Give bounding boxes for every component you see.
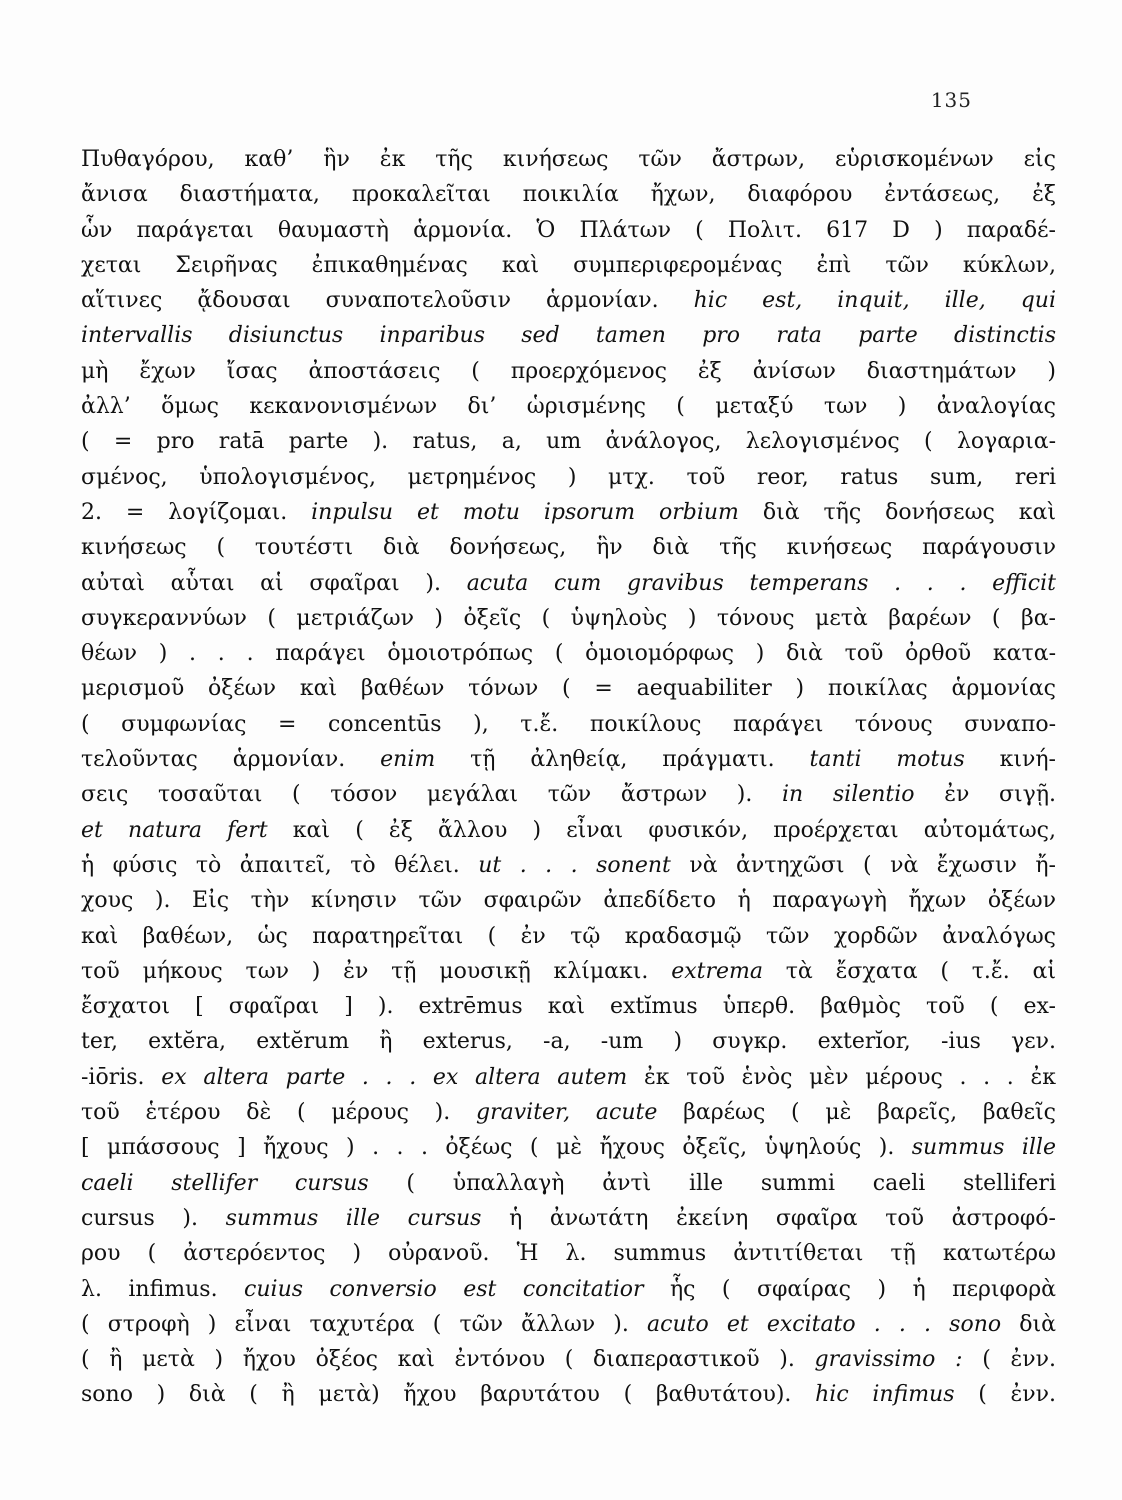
text-segment: συγκεραννύων ( μετριάζων ) ὀξεῖς ( ὑψηλοὺς ) τόνους μετὰ βαρέων ( βα- — [81, 605, 1056, 631]
text-line — [81, 248, 1056, 283]
latin-lemma: intervallis disiunctus inparibus sed tamen pro rata parte distinctis — [81, 323, 1056, 349]
text-segment: ἔσχατοι [ σφαῖραι ] ). extrēmus καὶ extĭmus ὑπερθ. βαθμὸς τοῦ ( ex- — [81, 994, 1056, 1020]
text-line — [81, 777, 1056, 812]
text-segment: αὐταὶ αὗται αἱ σφαῖραι ). — [81, 570, 467, 596]
text-line — [81, 142, 1056, 177]
text-line — [81, 389, 1056, 424]
text-line — [81, 1201, 1056, 1236]
text-segment: ter, extĕra, extĕrum ἢ exterus, -a, -um ) συγκρ. exterĭor, -ius γεν. — [81, 1029, 1056, 1055]
text-line — [81, 177, 1056, 212]
text-line — [81, 354, 1056, 389]
text-line — [81, 813, 1056, 848]
text-line — [81, 283, 1056, 318]
text-line — [81, 954, 1056, 989]
latin-lemma: summus ille — [911, 1135, 1056, 1161]
text-segment: ὧν παράγεται θαυμαστὴ ἁρμονία. Ὁ Πλάτων ( Πολιτ. 617 D ) παραδέ- — [81, 217, 1056, 243]
latin-lemma: caeli stellifer cursus — [81, 1170, 369, 1196]
latin-lemma: enim — [380, 747, 436, 773]
text-line — [81, 1272, 1056, 1307]
text-segment: τῇ ἀληθείᾳ, πράγματι. — [435, 747, 810, 773]
latin-lemma: summus ille cursus — [225, 1205, 482, 1231]
text-line — [81, 1095, 1056, 1130]
text-line — [81, 919, 1056, 954]
text-segment: τὰ ἔσχατα ( τ.ἔ. αἱ — [762, 958, 1056, 984]
text-segment: σμένος, ὑπολογισμένος, μετρημένος ) μτχ. τοῦ reor, ratus sum, reri — [81, 464, 1056, 490]
latin-lemma: gravissimo : — [814, 1347, 963, 1373]
latin-lemma: tanti motus — [809, 747, 965, 773]
text-segment: ( στροφὴ ) εἶναι ταχυτέρα ( τῶν ἄλλων ). — [81, 1311, 647, 1337]
latin-lemma: acuta cum gravibus temperans . . . efficit — [466, 570, 1056, 596]
text-segment: λ. infimus. — [81, 1276, 245, 1302]
text-segment: ( ἐνν. — [954, 1382, 1056, 1408]
text-segment: καὶ ( ἐξ ἄλλου ) εἶναι φυσικόν, προέρχεται αὐτομάτως, — [267, 817, 1056, 843]
latin-lemma: hic infimus — [815, 1382, 955, 1408]
text-segment: ἡ ἀνωτάτη ἐκείνη σφαῖρα τοῦ ἀστροφό- — [481, 1205, 1056, 1231]
text-line — [81, 1307, 1056, 1342]
latin-lemma: extrema — [671, 958, 763, 984]
text-line — [81, 530, 1056, 565]
text-line — [81, 1130, 1056, 1165]
text-line — [81, 1024, 1056, 1059]
text-segment: διὰ — [1001, 1311, 1056, 1337]
text-segment: ἄνισα διαστήματα, προκαλεῖται ποικιλία ἤχων, διαφόρου ἐντάσεως, ἐξ — [81, 182, 1056, 208]
text-segment: sono ) διὰ ( ἢ μετὰ) ἤχου βαρυτάτου ( βαθυτάτου). — [81, 1382, 816, 1408]
latin-lemma: ut . . . sonent — [478, 852, 671, 878]
text-segment: 2. = λογίζομαι. — [81, 499, 312, 525]
text-segment: τοῦ ἑτέρου δὲ ( μέρους ). — [81, 1100, 477, 1126]
text-segment: διὰ τῆς δονήσεως καὶ — [738, 499, 1056, 525]
text-segment: κινήσεως ( τουτέστι διὰ δονήσεως, ἣν διὰ τῆς κινήσεως παράγουσιν — [81, 535, 1056, 561]
text-line — [81, 1166, 1056, 1201]
text-segment: βαρέως ( μὲ βαρεῖς, βαθεῖς — [657, 1100, 1056, 1126]
text-segment: ( συμφωνίας = concentūs ), τ.ἔ. ποικίλους παράγει τόνους συναπο- — [81, 711, 1056, 737]
latin-lemma: cuius conversio est concitatior — [244, 1276, 644, 1302]
commentary-text — [81, 142, 1056, 1413]
latin-lemma: et natura fert — [81, 817, 268, 843]
text-segment: [ μπάσσους ] ἤχους ) . . . ὀξέως ( μὲ ἤχους ὀξεῖς, ὑψηλούς ). — [81, 1135, 912, 1161]
text-segment: -iōris. — [81, 1064, 162, 1090]
text-line — [81, 742, 1056, 777]
text-line — [81, 883, 1056, 918]
text-segment: κινή- — [964, 747, 1056, 773]
text-segment: χεται Σειρῆνας ἐπικαθημένας καὶ συμπεριφερομένας ἐπὶ τῶν κύκλων, — [81, 252, 1056, 278]
latin-lemma: acuto et excitato . . . sono — [647, 1311, 1002, 1337]
text-segment: τελοῦντας ἁρμονίαν. — [81, 747, 381, 773]
page-number: 135 — [930, 88, 972, 112]
text-line — [81, 601, 1056, 636]
text-line — [81, 424, 1056, 459]
text-segment: ἡ φύσις τὸ ἀπαιτεῖ, τὸ θέλει. — [81, 852, 479, 878]
text-segment: αἵτινες ᾄδουσαι συναποτελοῦσιν ἁρμονίαν. — [81, 288, 694, 314]
text-line — [81, 1377, 1056, 1412]
text-line — [81, 460, 1056, 495]
latin-lemma: ex altera parte . . . ex altera autem — [161, 1064, 628, 1090]
text-segment: ( = pro ratā parte ). ratus, a, um ἀνάλογος, λελογισμένος ( λογαρια- — [81, 429, 1056, 455]
latin-lemma: inpulsu et motu ipsorum orbium — [311, 499, 739, 525]
text-line — [81, 707, 1056, 742]
text-line — [81, 318, 1056, 353]
text-segment: μὴ ἔχων ἴσας ἀποστάσεις ( προερχόμενος ἐξ ἀνίσων διαστημάτων ) — [81, 358, 1056, 384]
text-segment: καὶ βαθέων, ὡς παρατηρεῖται ( ἐν τῷ κραδασμῷ τῶν χορδῶν ἀναλόγως — [81, 923, 1056, 949]
text-line — [81, 1342, 1056, 1377]
text-segment: θέων ) . . . παράγει ὁμοιοτρόπως ( ὁμοιομόρφως ) διὰ τοῦ ὀρθοῦ κατα- — [81, 641, 1056, 667]
text-segment: ρου ( ἀστερόεντος ) οὐρανοῦ. Ἡ λ. summus ἀντιτίθεται τῇ κατωτέρω — [81, 1241, 1056, 1267]
text-segment: μερισμοῦ ὀξέων καὶ βαθέων τόνων ( = aequabiliter ) ποικίλας ἁρμονίας — [81, 676, 1056, 702]
text-segment: ἐκ τοῦ ἑνὸς μὲν μέρους . . . ἐκ — [627, 1064, 1056, 1090]
text-segment: σεις τοσαῦται ( τόσον μεγάλαι τῶν ἄστρων ). — [81, 782, 783, 808]
text-segment: ( ὑπαλλαγὴ ἀντὶ ille summi caeli stelliferi — [368, 1170, 1056, 1196]
text-segment: ἀλλ’ ὅμως κεκανονισμένων δι’ ὡρισμένης ( μεταξύ των ) ἀναλογίας — [81, 394, 1056, 420]
text-line — [81, 495, 1056, 530]
latin-lemma: hic est, inquit, ille, qui — [693, 288, 1056, 314]
text-segment: Πυθαγόρου, καθ’ ἣν ἐκ τῆς κινήσεως τῶν ἄστρων, εὑρισκομένων εἰς — [81, 147, 1056, 172]
text-line — [81, 1060, 1056, 1095]
text-line — [81, 671, 1056, 706]
latin-lemma: graviter, acute — [476, 1100, 658, 1126]
text-segment: νὰ ἀντηχῶσι ( νὰ ἔχωσιν ἤ- — [670, 852, 1056, 878]
latin-lemma: in silentio — [782, 782, 915, 808]
text-segment: ( ἐνν. — [962, 1347, 1056, 1373]
text-line — [81, 213, 1056, 248]
text-line — [81, 989, 1056, 1024]
text-segment: ( ἢ μετὰ ) ἤχου ὀξέος καὶ ἐντόνου ( διαπεραστικοῦ ). — [81, 1347, 815, 1373]
text-segment: cursus ). — [81, 1205, 226, 1231]
text-line — [81, 848, 1056, 883]
text-segment: ἧς ( σφαίρας ) ἡ περιφορὰ — [643, 1276, 1056, 1302]
text-segment: τοῦ μήκους των ) ἐν τῇ μουσικῇ κλίμακι. — [81, 958, 672, 984]
text-line — [81, 1236, 1056, 1271]
text-line — [81, 636, 1056, 671]
text-segment: ἐν σιγῇ. — [914, 782, 1056, 808]
text-line — [81, 566, 1056, 601]
text-segment: χους ). Εἰς τὴν κίνησιν τῶν σφαιρῶν ἀπεδίδετο ἡ παραγωγὴ ἤχων ὀξέων — [81, 888, 1056, 914]
